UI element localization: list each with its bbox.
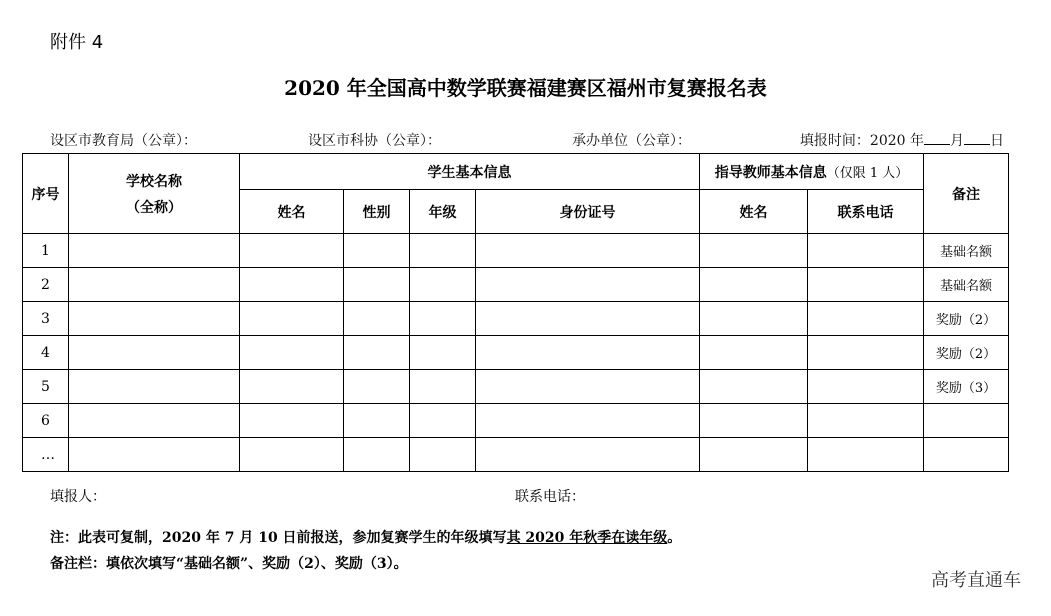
table-row (23, 268, 1009, 302)
school-name-cell[interactable] (69, 370, 240, 404)
table-row (23, 336, 1009, 370)
education-bureau-stamp-label: 设区市教育局（公章）： (50, 133, 197, 149)
student-name-cell[interactable] (240, 370, 344, 404)
phone-cell[interactable] (808, 268, 924, 302)
row-seq: 6 (23, 404, 69, 438)
student-name-cell[interactable] (240, 302, 344, 336)
gender-cell[interactable] (344, 438, 410, 472)
gender-cell[interactable] (344, 302, 410, 336)
form-title: 2020 年全国高中数学联赛福建赛区福州市复赛报名表 (284, 76, 767, 100)
school-name-cell[interactable] (69, 438, 240, 472)
gender-cell[interactable] (344, 370, 410, 404)
header-teacher-info (700, 154, 924, 190)
header-id-number: 身份证号 (476, 190, 700, 234)
host-unit-stamp-label: 承办单位（公章）： (572, 133, 691, 149)
id-number-cell[interactable] (476, 302, 700, 336)
header-student-name: 姓名 (240, 190, 344, 234)
grade-cell[interactable] (410, 438, 476, 472)
day-blank[interactable] (964, 132, 990, 145)
header-row-1 (23, 154, 1009, 190)
school-name-cell[interactable] (69, 268, 240, 302)
table-row (23, 302, 1009, 336)
note-copy-deadline (50, 527, 681, 547)
filler-label: 填报人： (50, 489, 106, 505)
row-remark: 奖励（2） (924, 302, 1009, 336)
grade-cell[interactable] (410, 404, 476, 438)
registration-table (22, 153, 1009, 472)
teacher-name-cell[interactable] (700, 370, 808, 404)
note1-underlined: 其 2020 年秋季在读年级 (506, 530, 668, 546)
id-number-cell[interactable] (476, 404, 700, 438)
row-seq: 4 (23, 336, 69, 370)
header-grade: 年级 (410, 190, 476, 234)
id-number-cell[interactable] (476, 370, 700, 404)
grade-cell[interactable] (410, 370, 476, 404)
row-seq: 1 (23, 234, 69, 268)
header-teacher-info-main: 指导教师基本信息 (714, 164, 827, 181)
header-teacher-info-note: （仅限 1 人） (826, 165, 909, 181)
row-remark: 基础名额 (924, 234, 1009, 268)
row-remark (924, 438, 1009, 472)
phone-cell[interactable] (808, 370, 924, 404)
grade-cell[interactable] (410, 234, 476, 268)
header-phone: 联系电话 (808, 190, 924, 234)
row-remark: 基础名额 (924, 268, 1009, 302)
header-school-name (69, 154, 240, 234)
row-seq: … (23, 438, 69, 472)
row-remark: 奖励（3） (924, 370, 1009, 404)
header-gender: 性别 (344, 190, 410, 234)
grade-cell[interactable] (410, 302, 476, 336)
teacher-name-cell[interactable] (700, 268, 808, 302)
header-teacher-name: 姓名 (700, 190, 808, 234)
teacher-name-cell[interactable] (700, 438, 808, 472)
row-seq: 3 (23, 302, 69, 336)
school-name-cell[interactable] (69, 234, 240, 268)
teacher-name-cell[interactable] (700, 404, 808, 438)
header-school-name-main: 学校名称 (126, 173, 182, 190)
table-row (23, 404, 1009, 438)
row-seq: 5 (23, 370, 69, 404)
grade-cell[interactable] (410, 336, 476, 370)
month-blank[interactable] (924, 132, 950, 145)
phone-cell[interactable] (808, 404, 924, 438)
gender-cell[interactable] (344, 404, 410, 438)
table-row (23, 438, 1009, 472)
id-number-cell[interactable] (476, 268, 700, 302)
teacher-name-cell[interactable] (700, 336, 808, 370)
table-row (23, 370, 1009, 404)
note1-suffix: 。 (667, 530, 682, 546)
gender-cell[interactable] (344, 268, 410, 302)
header-school-name-note: （全称） (126, 199, 182, 216)
school-name-cell[interactable] (69, 336, 240, 370)
phone-cell[interactable] (808, 234, 924, 268)
gender-cell[interactable] (344, 336, 410, 370)
row-seq: 2 (23, 268, 69, 302)
header-student-info: 学生基本信息 (240, 154, 700, 190)
date-prefix: 填报时间：2020 年 (799, 133, 924, 149)
row-remark: 奖励（2） (924, 336, 1009, 370)
date-month-label: 月 (950, 133, 964, 149)
contact-phone-label: 联系电话： (515, 489, 585, 505)
science-association-stamp-label: 设区市科协（公章）： (308, 133, 441, 149)
school-name-cell[interactable] (69, 404, 240, 438)
school-name-cell[interactable] (69, 302, 240, 336)
grade-cell[interactable] (410, 268, 476, 302)
student-name-cell[interactable] (240, 438, 344, 472)
table-body (23, 234, 1009, 472)
student-name-cell[interactable] (240, 404, 344, 438)
attachment-label: 附件 4 (50, 32, 104, 53)
note1-prefix: 注：此表可复制，2020 年 7 月 10 日前报送，参加复赛学生的年级填写 (50, 530, 507, 546)
fill-date-line (800, 130, 1004, 150)
id-number-cell[interactable] (476, 438, 700, 472)
gender-cell[interactable] (344, 234, 410, 268)
id-number-cell[interactable] (476, 234, 700, 268)
student-name-cell[interactable] (240, 336, 344, 370)
id-number-cell[interactable] (476, 336, 700, 370)
student-name-cell[interactable] (240, 234, 344, 268)
header-remark: 备注 (924, 154, 1009, 234)
row-remark (924, 404, 1009, 438)
table-row (23, 234, 1009, 268)
note-remark-instructions: 备注栏：填依次填写“基础名额”、奖励（2）、奖励（3）。 (50, 556, 408, 572)
header-seq: 序号 (23, 154, 69, 234)
watermark-logo-text: 高考直通车 (931, 570, 1021, 591)
student-name-cell[interactable] (240, 268, 344, 302)
date-day-label: 日 (990, 133, 1004, 149)
phone-cell[interactable] (808, 336, 924, 370)
teacher-name-cell[interactable] (700, 302, 808, 336)
teacher-name-cell[interactable] (700, 234, 808, 268)
phone-cell[interactable] (808, 438, 924, 472)
phone-cell[interactable] (808, 302, 924, 336)
